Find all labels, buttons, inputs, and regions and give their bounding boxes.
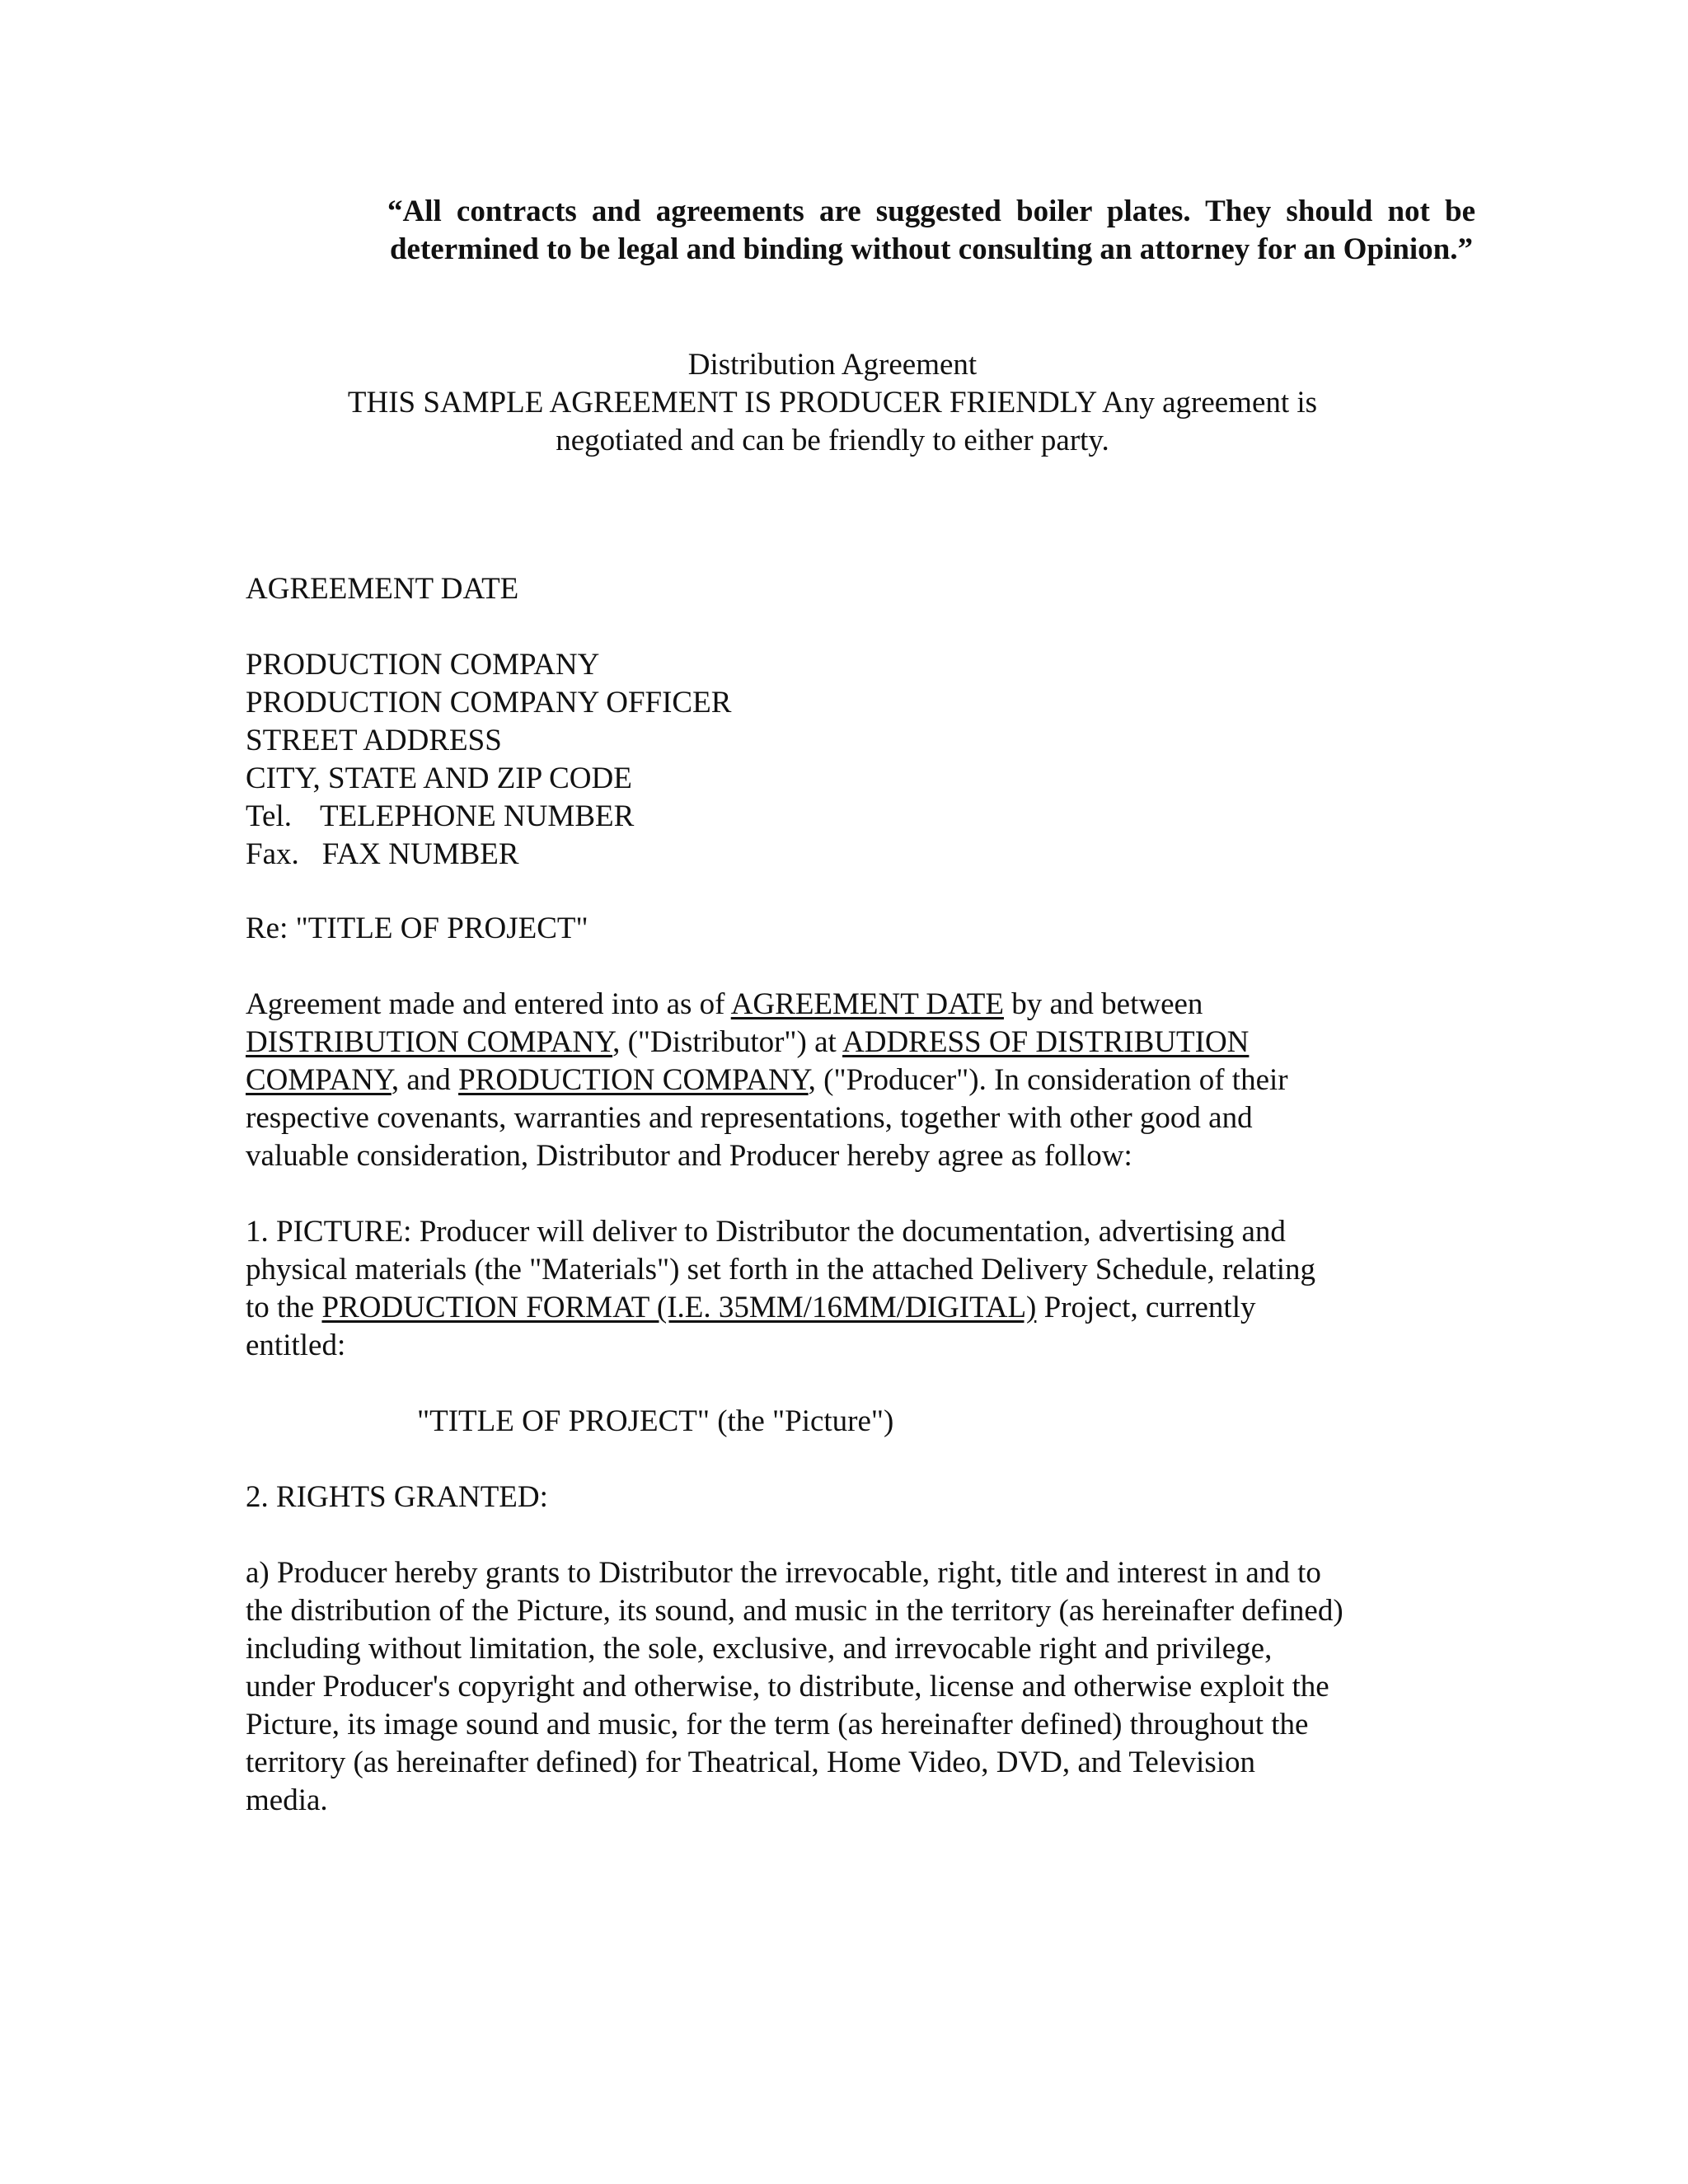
agreement-heading	[247, 346, 1418, 460]
section-1-picture: 1. PICTURE: Producer will deliver to Distributor the documentation, advertising and physical materials (the "Materials") set forth in the attached Delivery Schedule, relating to the PRODUCTION FORMAT (I.E. 35MM/16MM/DIGITAL) Project, currently entitled:	[246, 1215, 1316, 1362]
section-2-heading: 2. RIGHTS GRANTED:	[246, 1480, 548, 1514]
producer-address-block	[246, 646, 1441, 874]
producer-telephone: Tel. TELEPHONE NUMBER	[246, 799, 635, 833]
agreement-title: Distribution Agreement	[687, 348, 978, 382]
producer-company: PRODUCTION COMPANY	[246, 648, 600, 682]
agreement-subtitle-line-1: THIS SAMPLE AGREEMENT IS PRODUCER FRIENDLY Any agreement is	[347, 386, 1318, 419]
intro-paragraph: Agreement made and entered into as of AGREEMENT DATE by and between DISTRIBUTION COMPANY, ("Distributor") at ADDRESS OF DISTRIBUTION COMPANY, and PRODUCTION COMPANY, ("Producer"). In consideration of their respective covenants, warranties and representations, together with other good and valuable consideration, Distributor and Producer hereby agree as follow:	[246, 987, 1288, 1173]
legal-disclaimer: “All contracts and agreements are suggested boiler plates. They should not be determined to be legal and binding without consulting an attorney for an Opinion.”	[387, 194, 1475, 266]
producer-officer: PRODUCTION COMPANY OFFICER	[246, 686, 732, 719]
producer-fax: Fax. FAX NUMBER	[246, 837, 519, 871]
agreement-date: AGREEMENT DATE	[246, 572, 519, 606]
re-line: Re: "TITLE OF PROJECT"	[246, 912, 588, 945]
producer-city: CITY, STATE AND ZIP CODE	[246, 762, 632, 795]
producer-street: STREET ADDRESS	[246, 724, 502, 757]
agreement-subtitle-line-2: negotiated and can be friendly to either party.	[556, 424, 1109, 457]
picture-title-line: "TITLE OF PROJECT" (the "Picture")	[417, 1404, 894, 1438]
section-2a-paragraph: a) Producer hereby grants to Distributor the irrevocable, right, title and interest in and to the distribution of the Picture, its sound, and music in the territory (as hereinafter defined) including without limitation, the sole, exclusive, and irrevocable right and privilege, under Producer's copyright and otherwise, to distribute, license and otherwise exploit the Picture, its image sound and music, for the term (as hereinafter defined) throughout the territory (as hereinafter defined) for Theatrical, Home Video, DVD, and Television media.	[246, 1556, 1343, 1817]
